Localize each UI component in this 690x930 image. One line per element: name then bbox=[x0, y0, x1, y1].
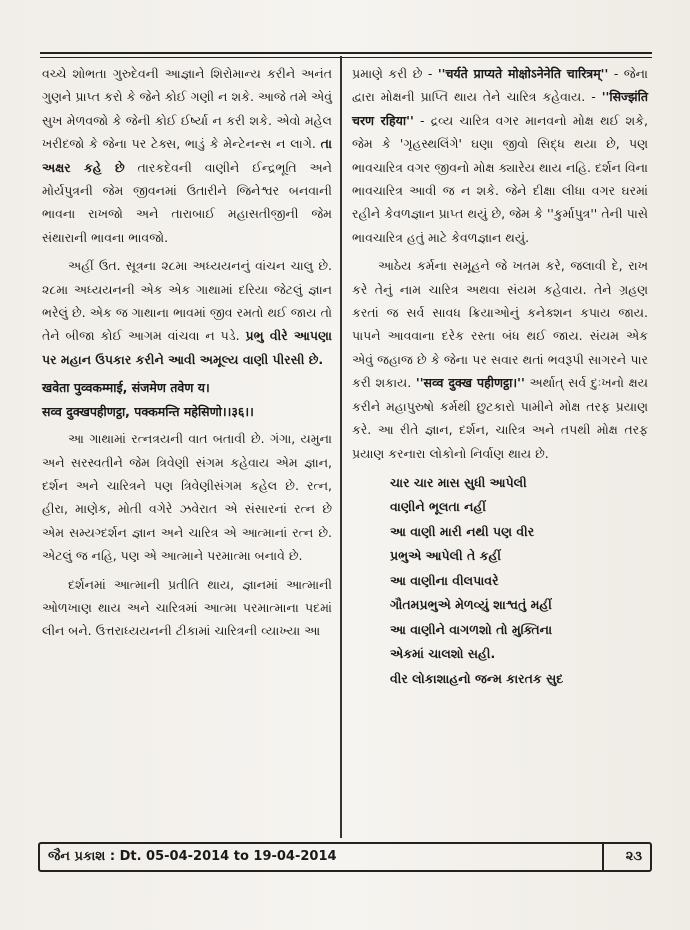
left-para1-rest: તારકદેવની વાણીને ઈન્દ્રભૂતિ અને મોર્યપુત્રની જેમ જીવનમાં ઉતારીને જિનેશ્વર બનવાની ભાવના રાખજો અને તારાબાઈ મહાસતીજીની જેમ સંથારાની ભાવના ભાવજો. bbox=[42, 159, 332, 245]
right-para1-quote2: ''सिज्झंति चरण रहिया'' bbox=[352, 89, 648, 128]
column-divider bbox=[340, 56, 342, 838]
left-para2-bold: પ્રભુ વીરે આપણા પર મહાન ઉપકાર કરીને આવી અમૂલ્ય વાણી પીરસી છે. bbox=[42, 328, 332, 367]
right-para1-c: - દ્રવ્ય ચારિત્ર વગર માનવનો મોક્ષ થઈ શકે, જેમ કે 'ગૃહસ્થલિંગે' ઘણા જીવો સિદ્ધ થયા છે, પણ ભાવચારિત્ર વગર જીવનો મોક્ષ ક્યારેય થાય નહિ. દર્શન વિના ભાવચારિત્ર આવી જ ન શકે. જેને દીક્ષા લીધા વગર ઘરમાં રહીને કેવળજ્ઞાન પ્રાપ્ત થયું છે, જેમ કે ''કુર્માપુત્ર'' તેની પાસે ભાવચારિત્ર હતું માટે કેવળજ્ઞાન થયું. bbox=[352, 112, 648, 245]
right-paragraph-1 bbox=[352, 62, 648, 249]
footer-separator bbox=[602, 844, 604, 870]
poem bbox=[352, 471, 648, 692]
right-para2-b: અર્થાત્ સર્વ દુઃખનો ક્ષય કરીને મહાપુરુષો કર્મથી છુટકારો પામીને મોક્ષ તરફ પ્રયાણ કરે. આ રીતે જ્ઞાન, દર્શન, ચારિત્ર અને તપથી મોક્ષ તરફ પ્રયાણ કરનારા લોકોનો નિર્વાણ થાય છે. bbox=[352, 375, 648, 461]
left-para1-bold: તા અક્ષર કહે છે bbox=[42, 136, 332, 175]
poem-line: એકમાં ચાલશો સહી. bbox=[390, 646, 496, 662]
footer-bar bbox=[38, 842, 652, 872]
poem-line: આ વાણીને વાગળશો તો મુક્તિના bbox=[390, 621, 553, 637]
publication-info: જૈન પ્રકાશ : Dt. 05-04-2014 to 19-04-2014 bbox=[48, 849, 337, 864]
right-paragraph-2 bbox=[352, 254, 648, 465]
left-paragraph-2 bbox=[42, 254, 332, 371]
verse-line-2: सव्व दुक्खपहीणट्ठा, पक्कमन्ति महेसिणो।।३६।। bbox=[42, 403, 254, 419]
poem-line: વાણીને ભૂલતા નહીં bbox=[390, 499, 486, 515]
left-para2-text: અહીં ઉત. સૂત્રના ૨૮મા અધ્યયનનું વાંચન ચાલુ છે. ૨૮મા અધ્યયનની એક એક ગાથામાં દરિયા જેટલું જ્ઞાન ભરેલું છે. એક જ ગાથાના ભાવમાં જીવ રમતો થઈ જાય તો તેને બીજા કોઈ આગમ વાંચવા ન પડે. bbox=[42, 258, 332, 344]
poem-line: આ વાણી મારી નથી પણ વીર bbox=[390, 523, 535, 539]
left-column bbox=[42, 62, 332, 648]
top-rule bbox=[40, 52, 652, 58]
right-para1-b: - જેના દ્વારા મોક્ષની પ્રાપ્તિ થાય તેને ચારિત્ર કહેવાય. - bbox=[352, 66, 648, 105]
poem-line: પ્રભુએ આપેલી તે કહીં bbox=[390, 548, 501, 564]
verse-line-1: खवेता पुव्वकम्माई, संजमेण तवेण य। bbox=[42, 380, 210, 396]
page-number: ૨૩ bbox=[625, 849, 642, 864]
poem-line: વીર લોકાશાહનો જન્મ કારતક સુદ bbox=[390, 670, 564, 686]
right-para2-a: આઠેય કર્મના સમૂહને જે ખતમ કરે, જલાવી દે, રાખ કરે તેનું નામ ચારિત્ર અથવા સંયમ કહેવાય. તેને ગ્રહણ કરતાં જ સર્વ સાવધ ક્રિયાઓનું કનેક્શન કપાય જાય. પાપને આવવાના દરેક રસ્તા બંધ થઈ જાય. સંયમ એક એવું જહાજ છે કે જેના પર સવાર થતાં ભવરૂપી સાગરને પાર કરી શકાય. bbox=[352, 258, 648, 391]
left-paragraph-1 bbox=[42, 62, 332, 249]
right-para1-quote1: ''चर्यते प्राप्यते मोक्षोऽनेनेति चारित्रम्'' bbox=[437, 66, 609, 81]
poem-line: ચાર ચાર માસ સુધી આપેલી bbox=[390, 474, 527, 490]
poem-line: ગૌતમપ્રભુએ મેળવ્યું શાશ્વતું મહીં bbox=[390, 597, 552, 613]
left-para1-text: વચ્ચે શોભતા ગુરુદેવની આજ્ઞાને શિરોમાન્ય કરીને અનંત ગુણને પ્રાપ્ત કરો કે જેને કોઈ ગણી ન શકે. આજે તમે એવું સુખ મેળવજો કે જેની કોઈ ઈર્ષ્યા ન કરી શકે. એવો મહેલ ખરીદજો કે જેના પર ટેક્સ, ભાડું કે મેન્ટેનન્સ ન લાગે. bbox=[42, 66, 332, 152]
right-column bbox=[352, 62, 648, 691]
right-para1-a: પ્રમાણે કરી છે - bbox=[352, 66, 433, 81]
poem-line: આ વાણીના વીલપાવરે bbox=[390, 572, 499, 588]
left-paragraph-3: આ ગાથામાં રત્નત્રયની વાત બતાવી છે. ગંગા, યમુના અને સરસ્વતીને જેમ ત્રિવેણી સંગમ કહેવાય એમ જ્ઞાન, દર્શન અને ચારિત્રને પણ ત્રિવેણીસંગમ કહેલ છે. રત્ન, હીરા, માણેક, મોતી વગેરે ઝવેરાત એ સંસારનાં રત્ન છે એમ સમ્યગ્દર્શન જ્ઞાન અને ચારિત્ર એ આત્માનાં રત્ન છે. એટલું જ નહિ, પણ એ આત્માને પરમાત્મા બનાવે છે. bbox=[42, 431, 332, 564]
right-para2-quote: ''सव्व दुक्ख पहीणट्ठा।'' bbox=[415, 375, 525, 391]
left-paragraph-4: દર્શનમાં આત્માની પ્રતીતિ થાય, જ્ઞાનમાં આત્માની ઓળખાણ થાય અને ચારિત્રમાં આત્મા પરમાત્માના પદમાં લીન બને. ઉત્તરાધ્યયનની ટીકામાં ચારિત્રની વ્યાખ્યા આ bbox=[42, 576, 332, 639]
